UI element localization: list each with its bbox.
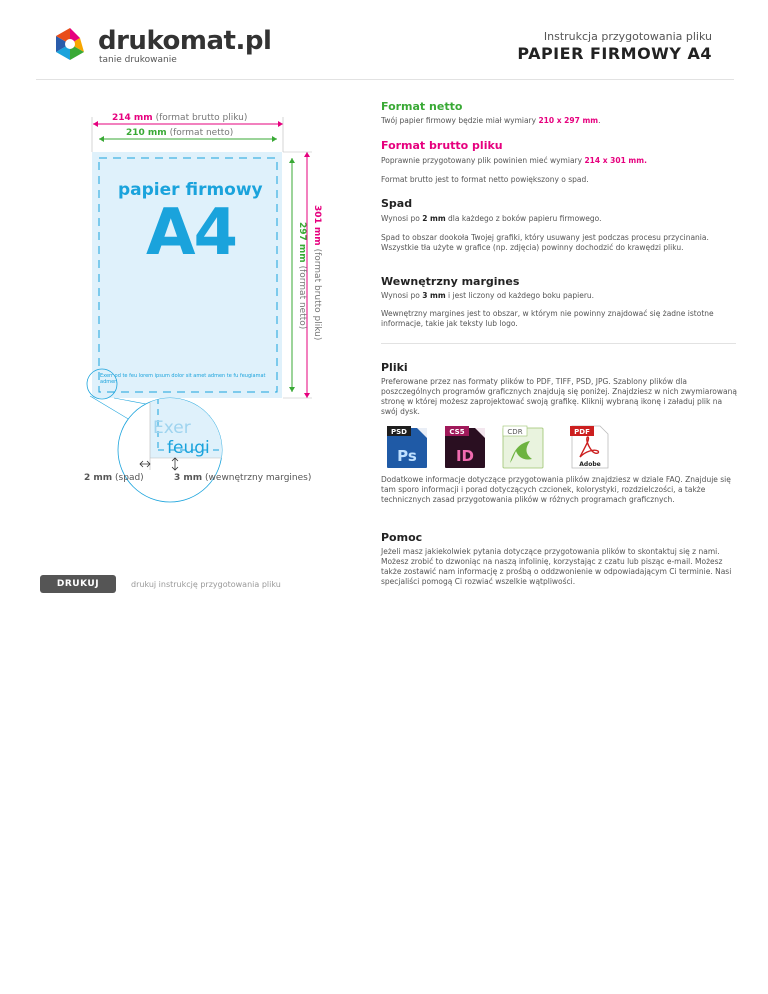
- paper-lorem: Exerr od te feu lorem ipsum dolor sit amet admen te fu feugiamat admen: [100, 373, 266, 385]
- format-netto-text-b: .: [598, 116, 601, 125]
- print-instruction-link[interactable]: drukuj instrukcję przygotowania pliku: [131, 580, 281, 589]
- spad-text: [381, 214, 737, 224]
- netto-height-note: (format netto): [297, 265, 307, 330]
- print-button[interactable]: DRUKUJ: [40, 575, 116, 593]
- brutto-height-value: 301 mm: [312, 205, 322, 246]
- format-brutto-text-a: Poprawnie przygotowany plik powinien mieć wymiary: [381, 156, 585, 165]
- coreldraw-cdr-icon[interactable]: [500, 423, 546, 469]
- zoom-text-line-1: Exer: [153, 418, 191, 438]
- margin-text-a: Wynosi po: [381, 291, 423, 300]
- section-divider: [381, 343, 736, 344]
- format-netto-text-a: Twój papier firmowy będzie miał wymiary: [381, 116, 539, 125]
- format-brutto-text: [381, 156, 737, 166]
- margin-text-2: Wewnętrzny margines jest to obszar, w którym nie powinny znajdować się żadne istotne informacje, takie jak teksty lub logo.: [381, 309, 714, 328]
- margin-section-value: 3 mm: [422, 291, 446, 300]
- files-heading: Pliki: [381, 361, 408, 374]
- paper-title: papier firmowy: [118, 180, 263, 200]
- pdf-glyph: Adobe: [579, 461, 601, 468]
- psd-tag: PSD: [391, 428, 407, 436]
- bleed-note: (spad): [115, 473, 144, 483]
- netto-height-value: 297 mm: [297, 222, 307, 263]
- cs5-glyph: ID: [455, 447, 475, 465]
- format-brutto-text-2: Format brutto jest to format netto powiększony o spad.: [381, 175, 589, 184]
- spad-text-2: Spad to obszar dookoła Twojej grafiki, który usuwany jest podczas procesu przycinania. Wszystkie tła użyte w grafice (np. zdjęcia) powinny dochodzić do krawędzi pliku.: [381, 233, 709, 252]
- help-text: Jeżeli masz jakiekolwiek pytania dotyczące przygotowania plików to skontaktuj się z nami. Możesz zrobić to dzwoniąc na naszą infolinię, korzystając z czatu lub pisząc e-mail. Możesz także zostawić nam informację z prośbą o oddzwonienie w odpowiadającym Ci terminie. Nasi specjaliści pomogą Ci rozwiać wszelkie wątpliwości.: [381, 547, 732, 586]
- margin-heading: Wewnętrzny margines: [381, 275, 520, 288]
- bleed-value: 2 mm: [84, 473, 113, 483]
- files-text-2: Dodatkowe informacje dotyczące przygotowania plików znajdziesz w dziale FAQ. Znajduje się tam sporo informacji i porad dotyczących czcionek, kolorystyki, rozdzielczości, a także technicznych zasad przygotowania plików w różnych programach graficznych.: [381, 475, 731, 504]
- margin-text-b: i jest liczony od każdego boku papieru.: [445, 291, 595, 300]
- files-text: Preferowane przez nas formaty plików to PDF, TIFF, PSD, JPG. Szablony plików dla poszczególnych programów graficznych znajdują się poniżej. Znajdziesz w nich zwymiarowaną stronę w której możesz zaprojektować swoją grafikę. Kliknij wybraną ikonę i załaduj plik na swój dysk.: [381, 377, 737, 416]
- help-heading: Pomoc: [381, 531, 423, 544]
- brutto-width-value: 214 mm: [112, 113, 153, 123]
- margin-text: [381, 291, 737, 301]
- brutto-height-note: (format brutto pliku): [312, 248, 322, 341]
- format-netto-heading: Format netto: [381, 100, 463, 113]
- spad-value: 2 mm: [422, 214, 446, 223]
- logo-tagline: tanie drukowanie: [99, 55, 177, 65]
- margin-value: 3 mm: [174, 473, 203, 483]
- psd-glyph: Ps: [397, 447, 417, 465]
- spad-text-a: Wynosi po: [381, 214, 423, 223]
- format-netto-text: [381, 116, 737, 126]
- margin-note: (wewnętrzny margines): [205, 473, 312, 483]
- netto-width-value: 210 mm: [126, 128, 167, 138]
- bleed-label: [84, 473, 144, 483]
- acrobat-pdf-icon[interactable]: [566, 423, 612, 469]
- cdr-tag: CDR: [507, 428, 523, 436]
- netto-width-note: (format netto): [169, 128, 234, 138]
- pdf-tag: PDF: [574, 428, 590, 436]
- brutto-height-label: [312, 205, 322, 340]
- indesign-cs5-icon[interactable]: [442, 423, 488, 469]
- page-title: PAPIER FIRMOWY A4: [517, 44, 712, 63]
- margin-label: [174, 473, 311, 483]
- cs5-tag: CS5: [449, 428, 465, 436]
- format-brutto-heading: Format brutto pliku: [381, 139, 503, 152]
- logo-name[interactable]: drukomat.pl: [98, 26, 272, 56]
- zoom-text-line-2: feugi: [167, 438, 210, 458]
- spad-text-b: dla każdego z boków papieru firmowego.: [445, 214, 602, 223]
- photoshop-psd-icon[interactable]: [384, 423, 430, 469]
- paper-size: A4: [146, 196, 237, 270]
- header-subtitle: Instrukcja przygotowania pliku: [543, 30, 712, 43]
- spad-heading: Spad: [381, 197, 413, 210]
- netto-height-label: [297, 222, 307, 329]
- format-brutto-highlight: 214 x 301 mm.: [584, 156, 647, 165]
- brutto-width-note: (format brutto pliku): [155, 113, 248, 123]
- format-netto-highlight: 210 x 297 mm: [538, 116, 599, 125]
